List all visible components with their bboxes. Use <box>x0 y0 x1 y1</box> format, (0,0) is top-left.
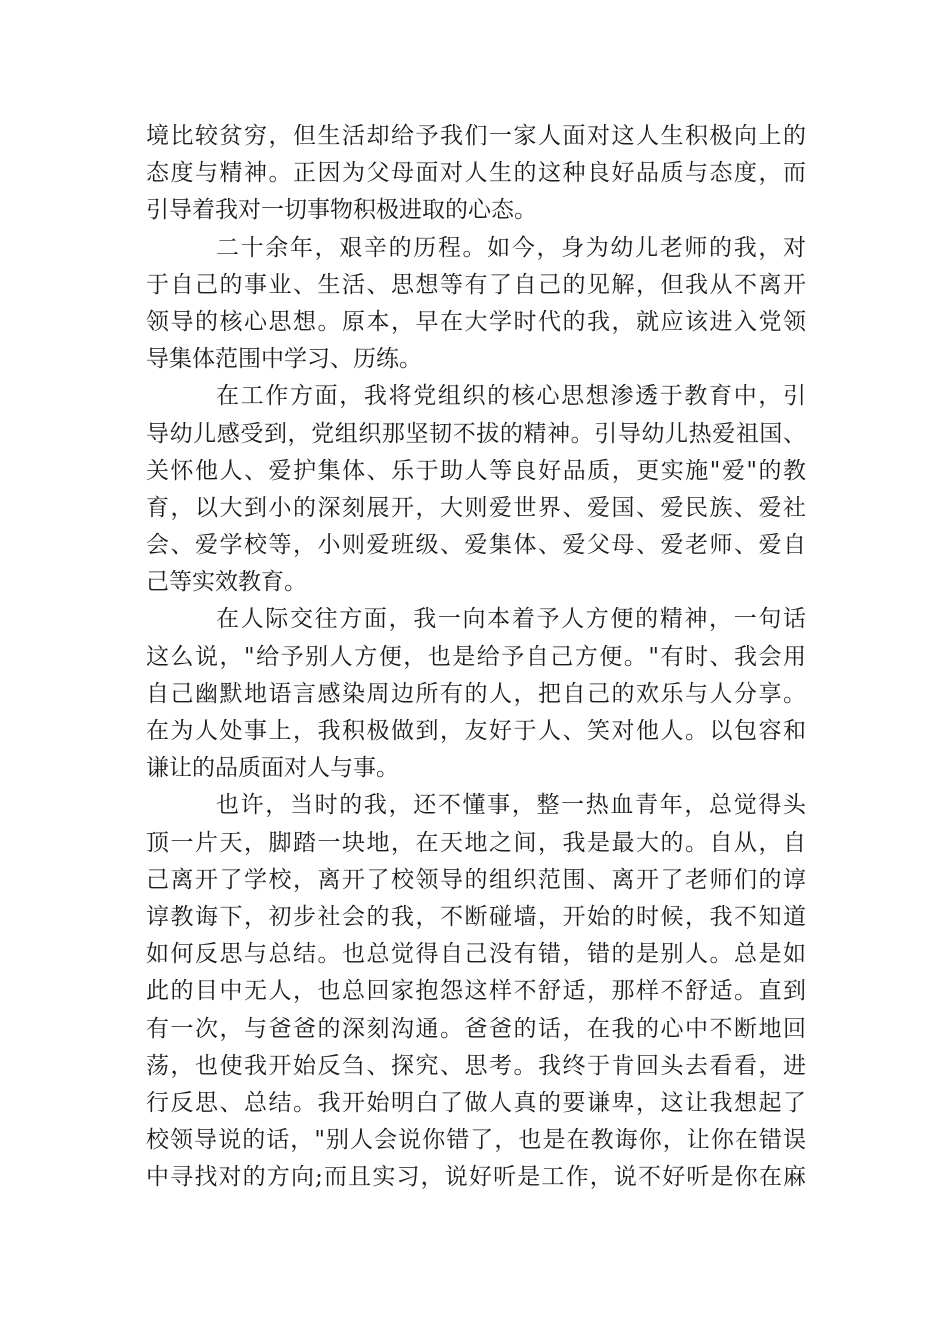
text-line: 中寻找对的方向;而且实习，说好听是工作，说不好听是你在麻 <box>146 1164 806 1191</box>
text-line: 在人际交往方面，我一向本着予人方便的精神，一句话 <box>216 606 806 633</box>
text-line: 谆教诲下，初步社会的我，不断碰墙，开始的时候，我不知道 <box>146 903 806 930</box>
text-line: 在工作方面，我将党组织的核心思想渗透于教育中，引 <box>216 383 806 410</box>
text-line: 如何反思与总结。也总觉得自己没有错，错的是别人。总是如 <box>146 941 806 968</box>
text-line: 此的目中无人，也总回家抱怨这样不舒适，那样不舒适。直到 <box>146 978 806 1005</box>
text-line: 校领导说的话，"别人会说你错了，也是在教诲你，让你在错误 <box>146 1127 806 1154</box>
text-line: 导幼儿感受到，党组织那坚韧不拔的精神。引导幼儿热爱祖国、 <box>146 420 806 447</box>
text-line: 态度与精神。正因为父母面对人生的这种良好品质与态度，而 <box>146 160 806 187</box>
text-line: 在为人处事上，我积极做到，友好于人、笑对他人。以包容和 <box>146 718 806 744</box>
body-text <box>146 118 806 1196</box>
text-line: 引导着我对一切事物积极进取的心态。 <box>146 197 537 224</box>
text-line: 于自己的事业、生活、思想等有了自己的见解，但我从不离开 <box>146 271 806 298</box>
text-line: 领导的核心思想。原本，早在大学时代的我，就应该进入党领 <box>146 308 806 335</box>
text-line: 二十余年，艰辛的历程。如今，身为幼儿老师的我，对 <box>216 234 806 261</box>
text-line: 己等实效教育。 <box>146 569 307 596</box>
text-line: 谦让的品质面对人与事。 <box>146 755 399 782</box>
text-line: 关怀他人、爱护集体、乐于助人等良好品质，更实施"爱"的教 <box>146 457 806 484</box>
text-line: 行反思、总结。我开始明白了做人真的要谦卑，这让我想起了 <box>146 1089 806 1116</box>
text-line: 有一次，与爸爸的深刻沟通。爸爸的话，在我的心中不断地回 <box>146 1015 806 1042</box>
text-line: 这么说，"给予别人方便，也是给予自己方便。"有时、我会用 <box>146 643 806 670</box>
text-line: 导集体范围中学习、历练。 <box>146 346 422 373</box>
text-line: 也许，当时的我，还不懂事，整一热血青年，总觉得头 <box>216 792 806 819</box>
text-line: 顶一片天，脚踏一块地，在天地之间，我是最大的。自从，自 <box>146 829 806 856</box>
text-line: 自己幽默地语言感染周边所有的人，把自己的欢乐与人分享。 <box>146 680 806 707</box>
text-line: 境比较贫穷，但生活却给予我们一家人面对这人生积极向上的 <box>146 123 806 149</box>
text-line: 育，以大到小的深刻展开，大则爱世界、爱国、爱民族、爱社 <box>146 494 806 521</box>
text-line: 荡，也使我开始反刍、探究、思考。我终于肯回头去看看，进 <box>146 1052 806 1079</box>
text-line: 己离开了学校，离开了校领导的组织范围、离开了老师们的谆 <box>146 866 806 893</box>
text-line: 会、爱学校等，小则爱班级、爱集体、爱父母、爱老师、爱自 <box>146 532 806 559</box>
